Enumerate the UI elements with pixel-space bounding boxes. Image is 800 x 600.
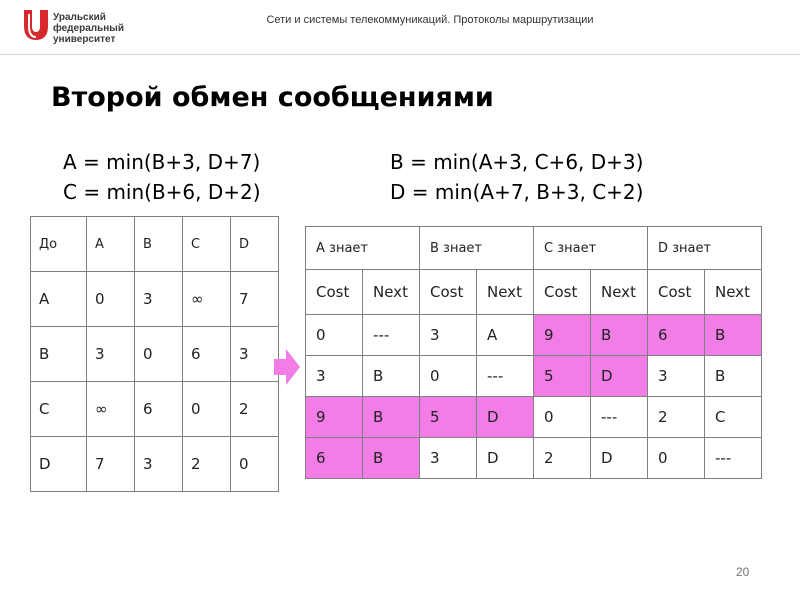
logo-text: Уральский федеральный университет [53,12,124,45]
right-arrow-icon [274,349,300,385]
table-cell: --- [363,315,420,356]
subheader-cell: Next [363,270,420,315]
table-cell: 2 [534,438,591,479]
group-header-a: A знает [306,227,420,270]
table-cell: C [705,397,762,438]
table-cell: 2 [231,382,279,437]
header-divider [0,54,800,55]
table-cell: D [477,438,534,479]
table-cell: 3 [135,437,183,492]
table-cell: --- [477,356,534,397]
table-cell: C [31,382,87,437]
highlighted-cell: 5 [420,397,477,438]
highlighted-cell: B [705,315,762,356]
table-cell: 0 [135,327,183,382]
table-row [306,315,762,356]
highlighted-cell: B [363,397,420,438]
highlighted-cell: 5 [534,356,591,397]
table-cell: 3 [306,356,363,397]
table-cell: --- [705,438,762,479]
table-row [31,272,279,327]
highlighted-cell: D [477,397,534,438]
table-row [306,397,762,438]
table-cell: 3 [420,438,477,479]
table-cell: 3 [135,272,183,327]
header-cell: B [135,217,183,272]
knowledge-table [305,226,762,479]
subheader-cell: Next [705,270,762,315]
table-cell: 0 [420,356,477,397]
subheader-cell: Next [477,270,534,315]
table-cell: 0 [306,315,363,356]
table-cell: 2 [648,397,705,438]
group-header-c: C знает [534,227,648,270]
table-cell: 6 [135,382,183,437]
table-cell: A [31,272,87,327]
table-header-row [31,217,279,272]
header-cell: A [87,217,135,272]
highlighted-cell: 6 [648,315,705,356]
group-header-b: B знает [420,227,534,270]
header-cell: До [31,217,87,272]
table-cell: 0 [648,438,705,479]
table-cell: 3 [420,315,477,356]
highlighted-cell: D [591,356,648,397]
subheader-cell: Next [591,270,648,315]
formula-a: A = min(B+3, D+7) [63,150,261,174]
table-cell: ∞ [183,272,231,327]
slide-title: Второй обмен сообщениями [51,82,494,113]
header-cell: C [183,217,231,272]
table-cell: 2 [183,437,231,492]
before-table [30,216,279,492]
formula-b: B = min(A+3, C+6, D+3) [390,150,644,174]
table-cell: B [363,356,420,397]
table-cell: --- [591,397,648,438]
table-header-row [306,227,762,270]
table-cell: B [705,356,762,397]
highlighted-cell: B [591,315,648,356]
table-cell: 6 [183,327,231,382]
table-cell: 0 [87,272,135,327]
table-cell: D [31,437,87,492]
table-cell: 7 [87,437,135,492]
group-header-d: D знает [648,227,762,270]
urfu-emblem-icon [22,8,50,42]
subheader-cell: Cost [648,270,705,315]
formula-d: D = min(A+7, B+3, C+2) [390,180,644,204]
subheader-cell: Cost [420,270,477,315]
highlighted-cell: B [363,438,420,479]
page-number: 20 [736,565,750,579]
course-title: Сети и системы телекоммуникаций. Протоколы маршрутизации [266,14,594,26]
table-subheader-row [306,270,762,315]
highlighted-cell: 9 [306,397,363,438]
table-row [31,327,279,382]
table-row [306,356,762,397]
formula-c: C = min(B+6, D+2) [63,180,261,204]
table-cell: 3 [648,356,705,397]
table-cell: 3 [87,327,135,382]
table-cell: 3 [231,327,279,382]
header-cell: D [231,217,279,272]
table-cell: 7 [231,272,279,327]
university-logo [22,8,132,48]
table-cell: 0 [534,397,591,438]
table-row [31,437,279,492]
table-cell: 0 [231,437,279,492]
table-cell: B [31,327,87,382]
subheader-cell: Cost [534,270,591,315]
highlighted-cell: 9 [534,315,591,356]
table-cell: A [477,315,534,356]
highlighted-cell: 6 [306,438,363,479]
table-cell: ∞ [87,382,135,437]
table-row [306,438,762,479]
subheader-cell: Cost [306,270,363,315]
table-cell: D [591,438,648,479]
table-row [31,382,279,437]
table-cell: 0 [183,382,231,437]
